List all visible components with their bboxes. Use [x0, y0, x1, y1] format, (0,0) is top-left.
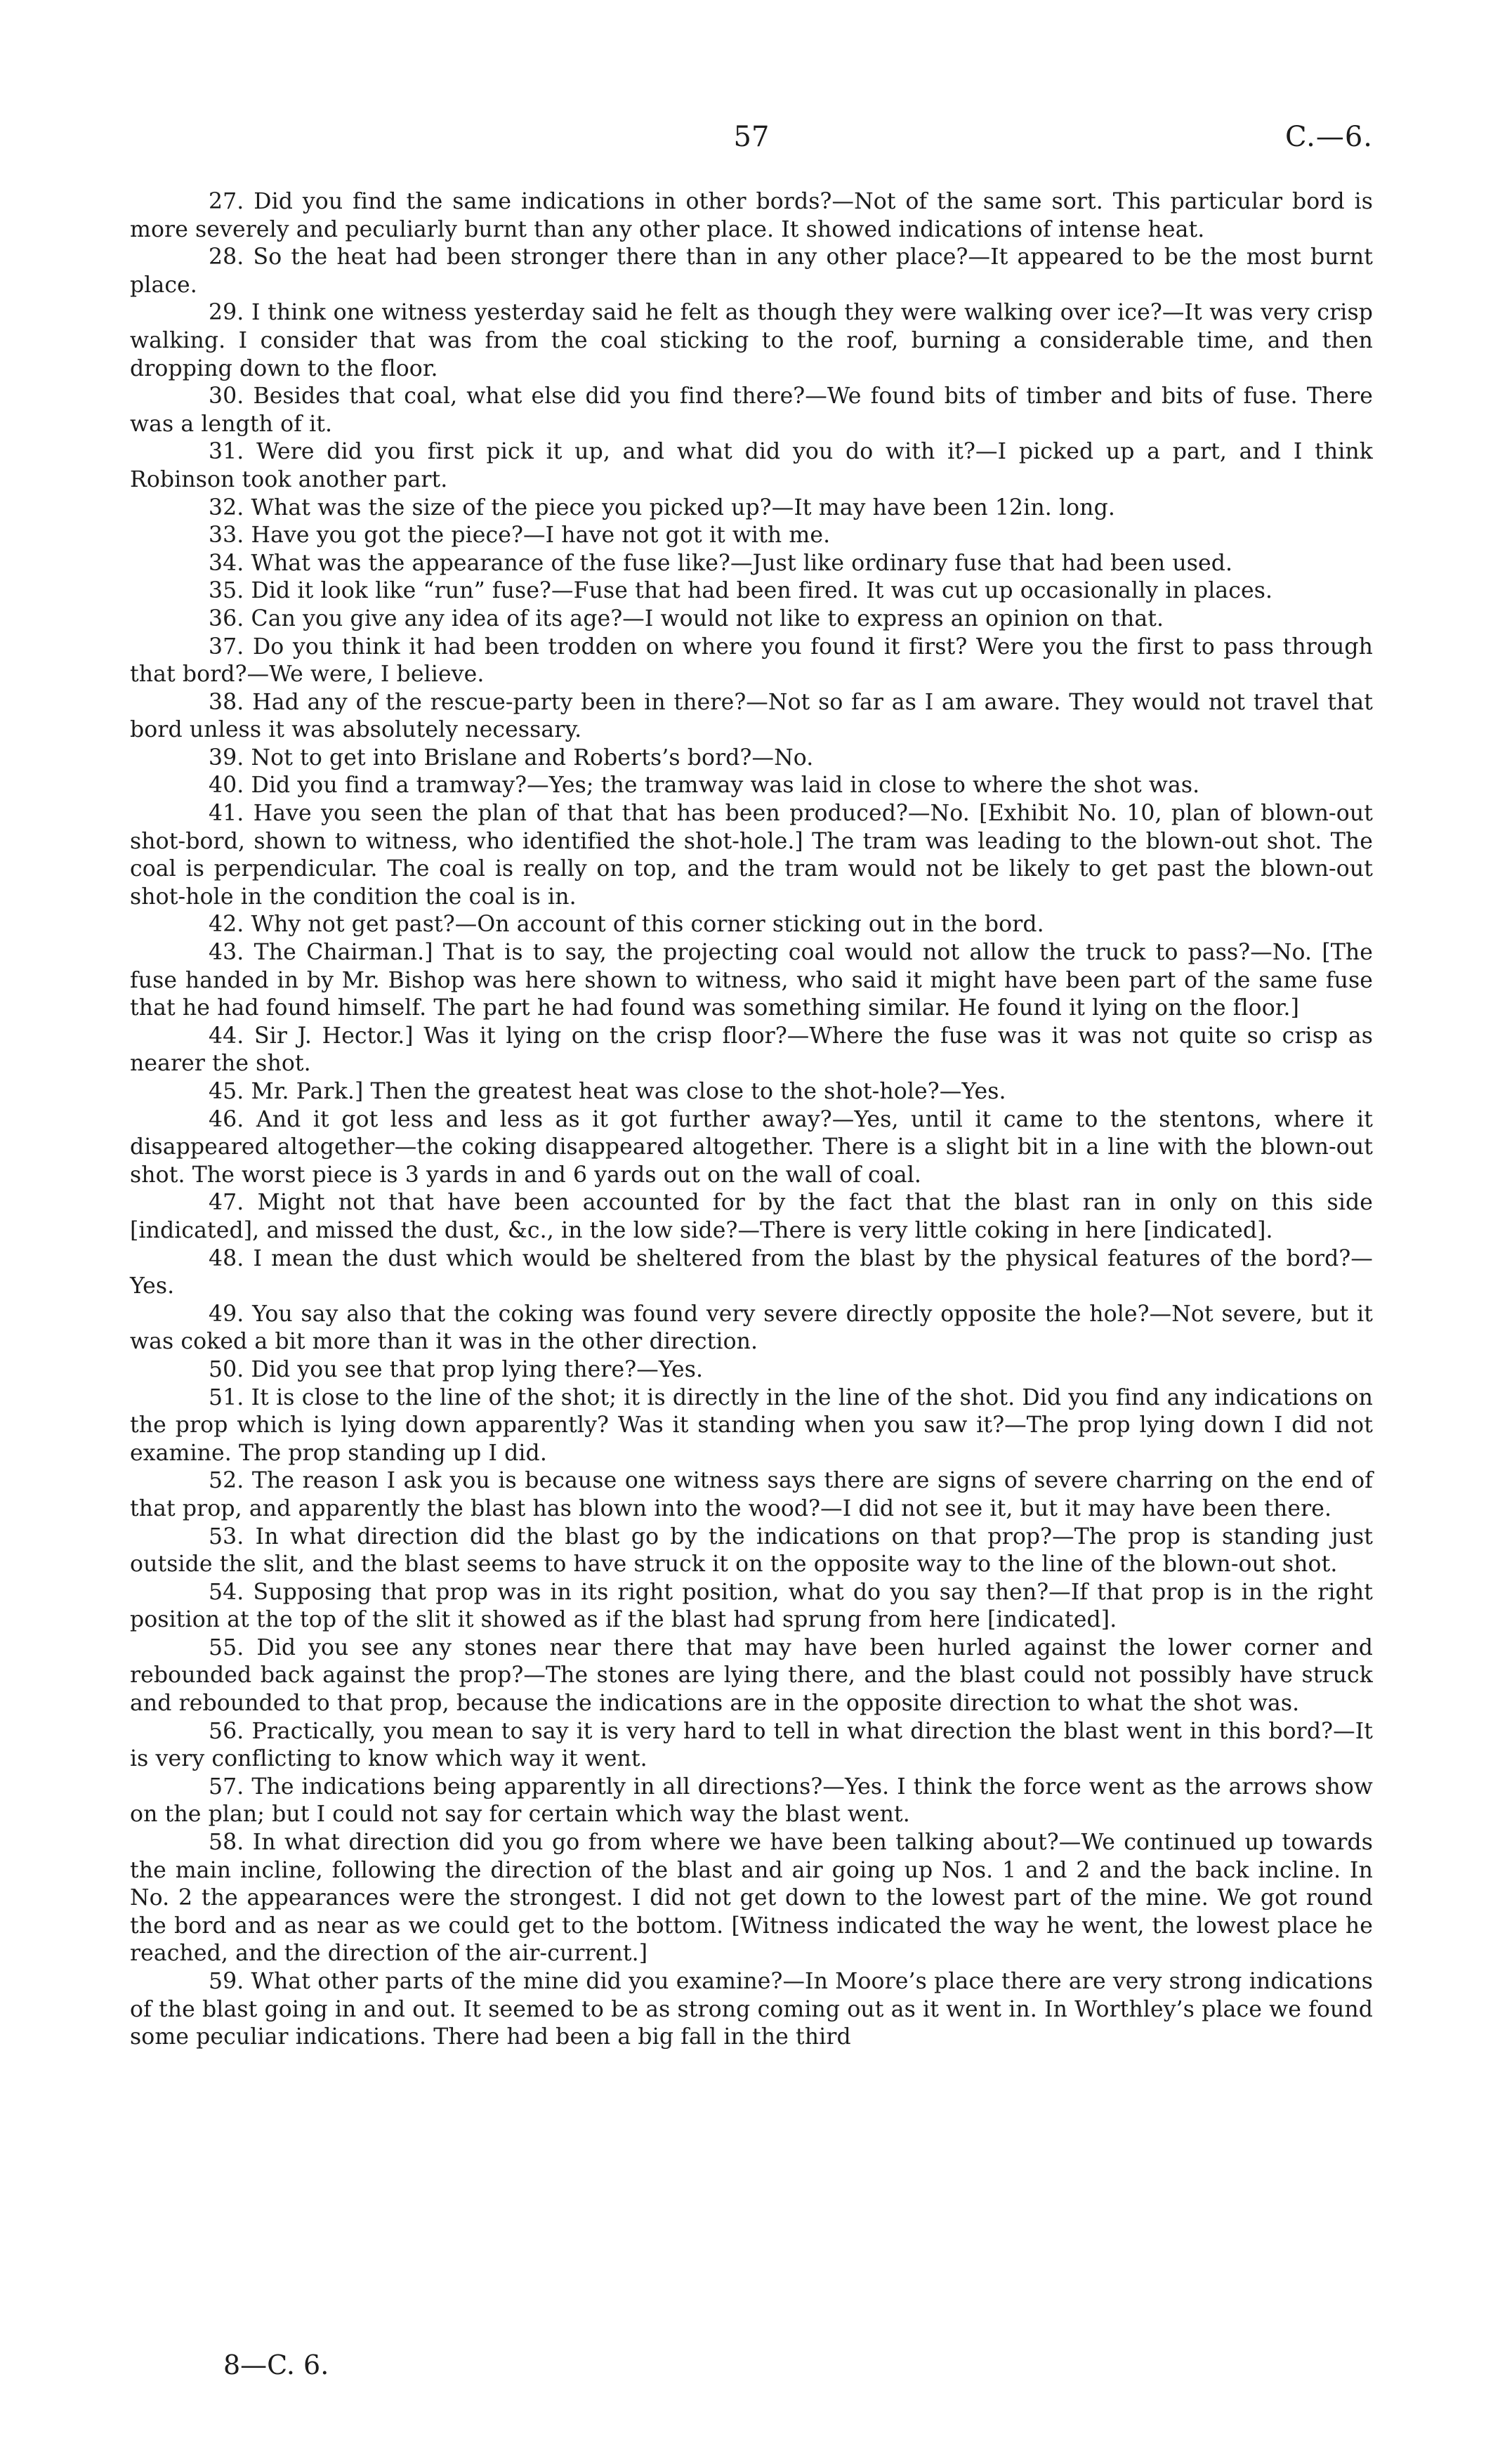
question-paragraph: 34. What was the appearance of the fuse like?—Just like ordinary fuse that had been used. — [209, 550, 1233, 576]
question-paragraph: 29. I think one witness yesterday said he felt as though they were walking over ice?—It was very crisp walking. I consider that was from the coal sticking to the roof, burning a considerable time, and then dropping down to the floor. — [130, 300, 1373, 381]
question-paragraph: 30. Besides that coal, what else did you find there?—We found bits of timber and bits of fuse. There was a length of it. — [130, 384, 1373, 437]
question-paragraph: 47. Might not that have been accounted for by the fact that the blast ran in only on this side [indicated], and missed the dust, &c., in the low side?—There is very little coking in here [indicated]. — [130, 1190, 1373, 1243]
question-paragraph: 28. So the heat had been stronger there than in any other place?—It appeared to be the most burnt place. — [130, 244, 1373, 298]
question-paragraph: 57. The indications being apparently in all directions?—Yes. I think the force went as the arrows show on the plan; but I could not say for certain which way the blast went. — [130, 1774, 1373, 1828]
question-paragraph: 32. What was the size of the piece you picked up?—It may have been 12in. long. — [209, 494, 1115, 520]
question-paragraph: 52. The reason I ask you is because one witness says there are signs of severe charring on the end of that prop, and apparently the blast has blown into the wood?—I did not see it, but it may have been there. — [130, 1468, 1373, 1521]
page-number: 57 — [733, 121, 770, 153]
question-paragraph: 38. Had any of the rescue-party been in there?—Not so far as I am aware. They would not travel that bord unless it was absolutely necessary. — [130, 689, 1373, 743]
question-paragraph: 44. Sir J. Hector.] Was it lying on the crisp floor?—Where the fuse was it was not quite so crisp as nearer the shot. — [130, 1023, 1373, 1077]
question-paragraph: 31. Were did you first pick it up, and what did you do with it?—I picked up a part, and I think Robinson took another part. — [130, 439, 1373, 492]
question-paragraph: 40. Did you find a tramway?—Yes; the tramway was laid in close to where the shot was. — [209, 773, 1200, 799]
question-paragraph: 48. I mean the dust which would be sheltered from the blast by the physical features of the bord?—Yes. — [130, 1245, 1373, 1299]
question-paragraph: 58. In what direction did you go from where we have been talking about?—We continued up towards the main incline, following the direction of the blast and air going up Nos. 1 and 2 and the back incline. In No. 2 the appearances were the strongest. I did not get down to the lowest part of the mine. We got round the bord and as near as we could get to the bottom. [Witness indicated the way he went, the lowest place he reached, and the direction of the air-current.] — [130, 1830, 1373, 1967]
signature-mark: 8—C. 6. — [223, 2350, 329, 2380]
question-paragraph: 53. In what direction did the blast go by the indications on that prop?—The prop is standing just outside the slit, and the blast seems to have struck it on the opposite way to the line of the blown-out shot. — [130, 1523, 1373, 1578]
question-paragraph: 39. Not to get into Brislane and Roberts’s bord?—No. — [209, 745, 814, 771]
question-paragraph: 35. Did it look like “run” fuse?—Fuse that had been fired. It was cut up occasionally in places. — [209, 578, 1273, 604]
question-paragraph: 54. Supposing that prop was in its right position, what do you say then?—If that prop is in the right position at the top of the slit it showed as if the blast had sprung from here [indicated]. — [130, 1579, 1373, 1633]
question-paragraph: 45. Mr. Park.] Then the greatest heat was close to the shot-hole?—Yes. — [209, 1079, 1006, 1104]
question-paragraph: 50. Did you see that prop lying there?—Yes. — [209, 1356, 704, 1382]
question-paragraph: 36. Can you give any idea of its age?—I would not like to express an opinion on that. — [209, 605, 1164, 631]
question-paragraph: 37. Do you think it had been trodden on where you found it first? Were you the first to pass through that bord?—We were, I believe. — [130, 634, 1373, 688]
question-paragraph: 41. Have you seen the plan of that that has been produced?—No. [Exhibit No. 10, plan of blown-out shot-bord, shown to witness, who identified the shot-hole.] The tram was leading to the blown-out shot. The coal is perpendicular. The coal is really on top, and the tram would not be likely to get past the blown-out shot-hole in the condition the coal is in. — [130, 801, 1373, 910]
question-paragraph: 56. Practically, you mean to say it is very hard to tell in what direction the blast went in this bord?—It is very conflicting to know which way it went. — [130, 1718, 1373, 1772]
question-paragraph: 46. And it got less and less as it got further away?—Yes, until it came to the stentons, where it disappeared altogether—the coking disappeared altogether. There is a slight bit in a line with the blown-out shot. The worst piece is 3 yards in and 6 yards out on the wall of coal. — [130, 1106, 1373, 1188]
question-paragraph: 33. Have you got the piece?—I have not got it with me. — [209, 523, 831, 549]
page-header — [130, 121, 1373, 157]
question-paragraph: 43. The Chairman.] That is to say, the projecting coal would not allow the truck to pass?—No. [The fuse handed in by Mr. Bishop was here shown to witness, who said it might have been part of the same fuse that he had found himself. The part he had found was something similar. He found it lying on the floor.] — [130, 940, 1373, 1021]
evidence-body — [130, 188, 1373, 2052]
question-paragraph: 51. It is close to the line of the shot; it is directly in the line of the shot. Did you find any indications on the prop which is lying down apparently? Was it standing when you saw it?—The prop lying down I did not examine. The prop standing up I did. — [130, 1384, 1373, 1466]
question-paragraph: 42. Why not get past?—On account of this corner sticking out in the bord. — [209, 912, 1044, 938]
question-paragraph: 55. Did you see any stones near there that may have been hurled against the lower corner and rebounded back against the prop?—The stones are lying there, and the blast could not possibly have struck and rebounded to that prop, because the indications are in the opposite direction to what the shot was. — [130, 1634, 1373, 1717]
question-paragraph: 59. What other parts of the mine did you examine?—In Moore’s place there are very strong indications of the blast going in and out. It seemed to be as strong coming out as it went in. In Worthley’s place we found some peculiar indications. There had been a big fall in the third — [130, 1969, 1373, 2050]
question-paragraph: 49. You say also that the coking was found very severe directly opposite the hole?—Not severe, but it was coked a bit more than it was in the other direction. — [130, 1301, 1373, 1355]
question-paragraph: 27. Did you find the same indications in other bords?—Not of the same sort. This particular bord is more severely and peculiarly burnt than any other place. It showed indications of intense heat. — [130, 189, 1373, 242]
series-code: C.—6. — [1284, 121, 1373, 153]
